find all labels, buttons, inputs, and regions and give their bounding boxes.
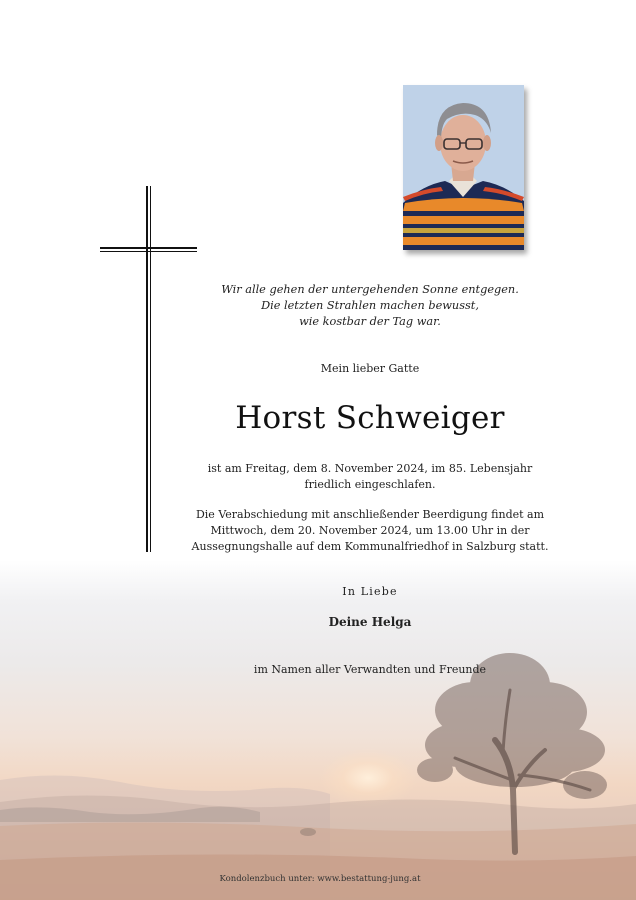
cross-icon [146,186,148,552]
passing-line: ist am Freitag, dem 8. November 2024, im 85. Lebensjahr [207,462,533,475]
signatory: Deine Helga [328,615,412,629]
relatives-text: im Namen aller Verwandten und Freunde [253,663,487,676]
passing-line: friedlich eingeschlafen. [304,478,436,491]
cross-line-horizontal [100,247,197,249]
funeral-line: Die Verabschiedung mit anschließender Beerdigung findet am [195,508,545,521]
quote-line: Die letzten Strahlen machen bewusst, [261,299,479,312]
in-love-text: In Liebe [342,585,398,598]
quote-line: Wir alle gehen der untergehenden Sonne entgegen. [221,283,519,296]
cross-line-vertical-inner [150,186,151,552]
funeral-details [170,507,570,555]
passing-notice [180,461,560,493]
quote-line: wie kostbar der Tag war. [299,315,441,328]
cross-line-horizontal-inner [100,251,197,252]
condolence-book-link[interactable]: Kondolenzbuch unter: www.bestattung-jung.at [219,874,421,884]
funeral-line: Mittwoch, dem 20. November 2024, um 13.00 Uhr in der [210,524,530,537]
intro-text: Mein lieber Gatte [320,362,420,375]
funeral-line: Aussegnungshalle auf dem Kommunalfriedhof in Salzburg statt. [191,540,549,553]
memorial-quote [180,282,560,330]
portrait-photo [403,85,524,250]
deceased-name: Horst Schweiger [235,400,505,436]
